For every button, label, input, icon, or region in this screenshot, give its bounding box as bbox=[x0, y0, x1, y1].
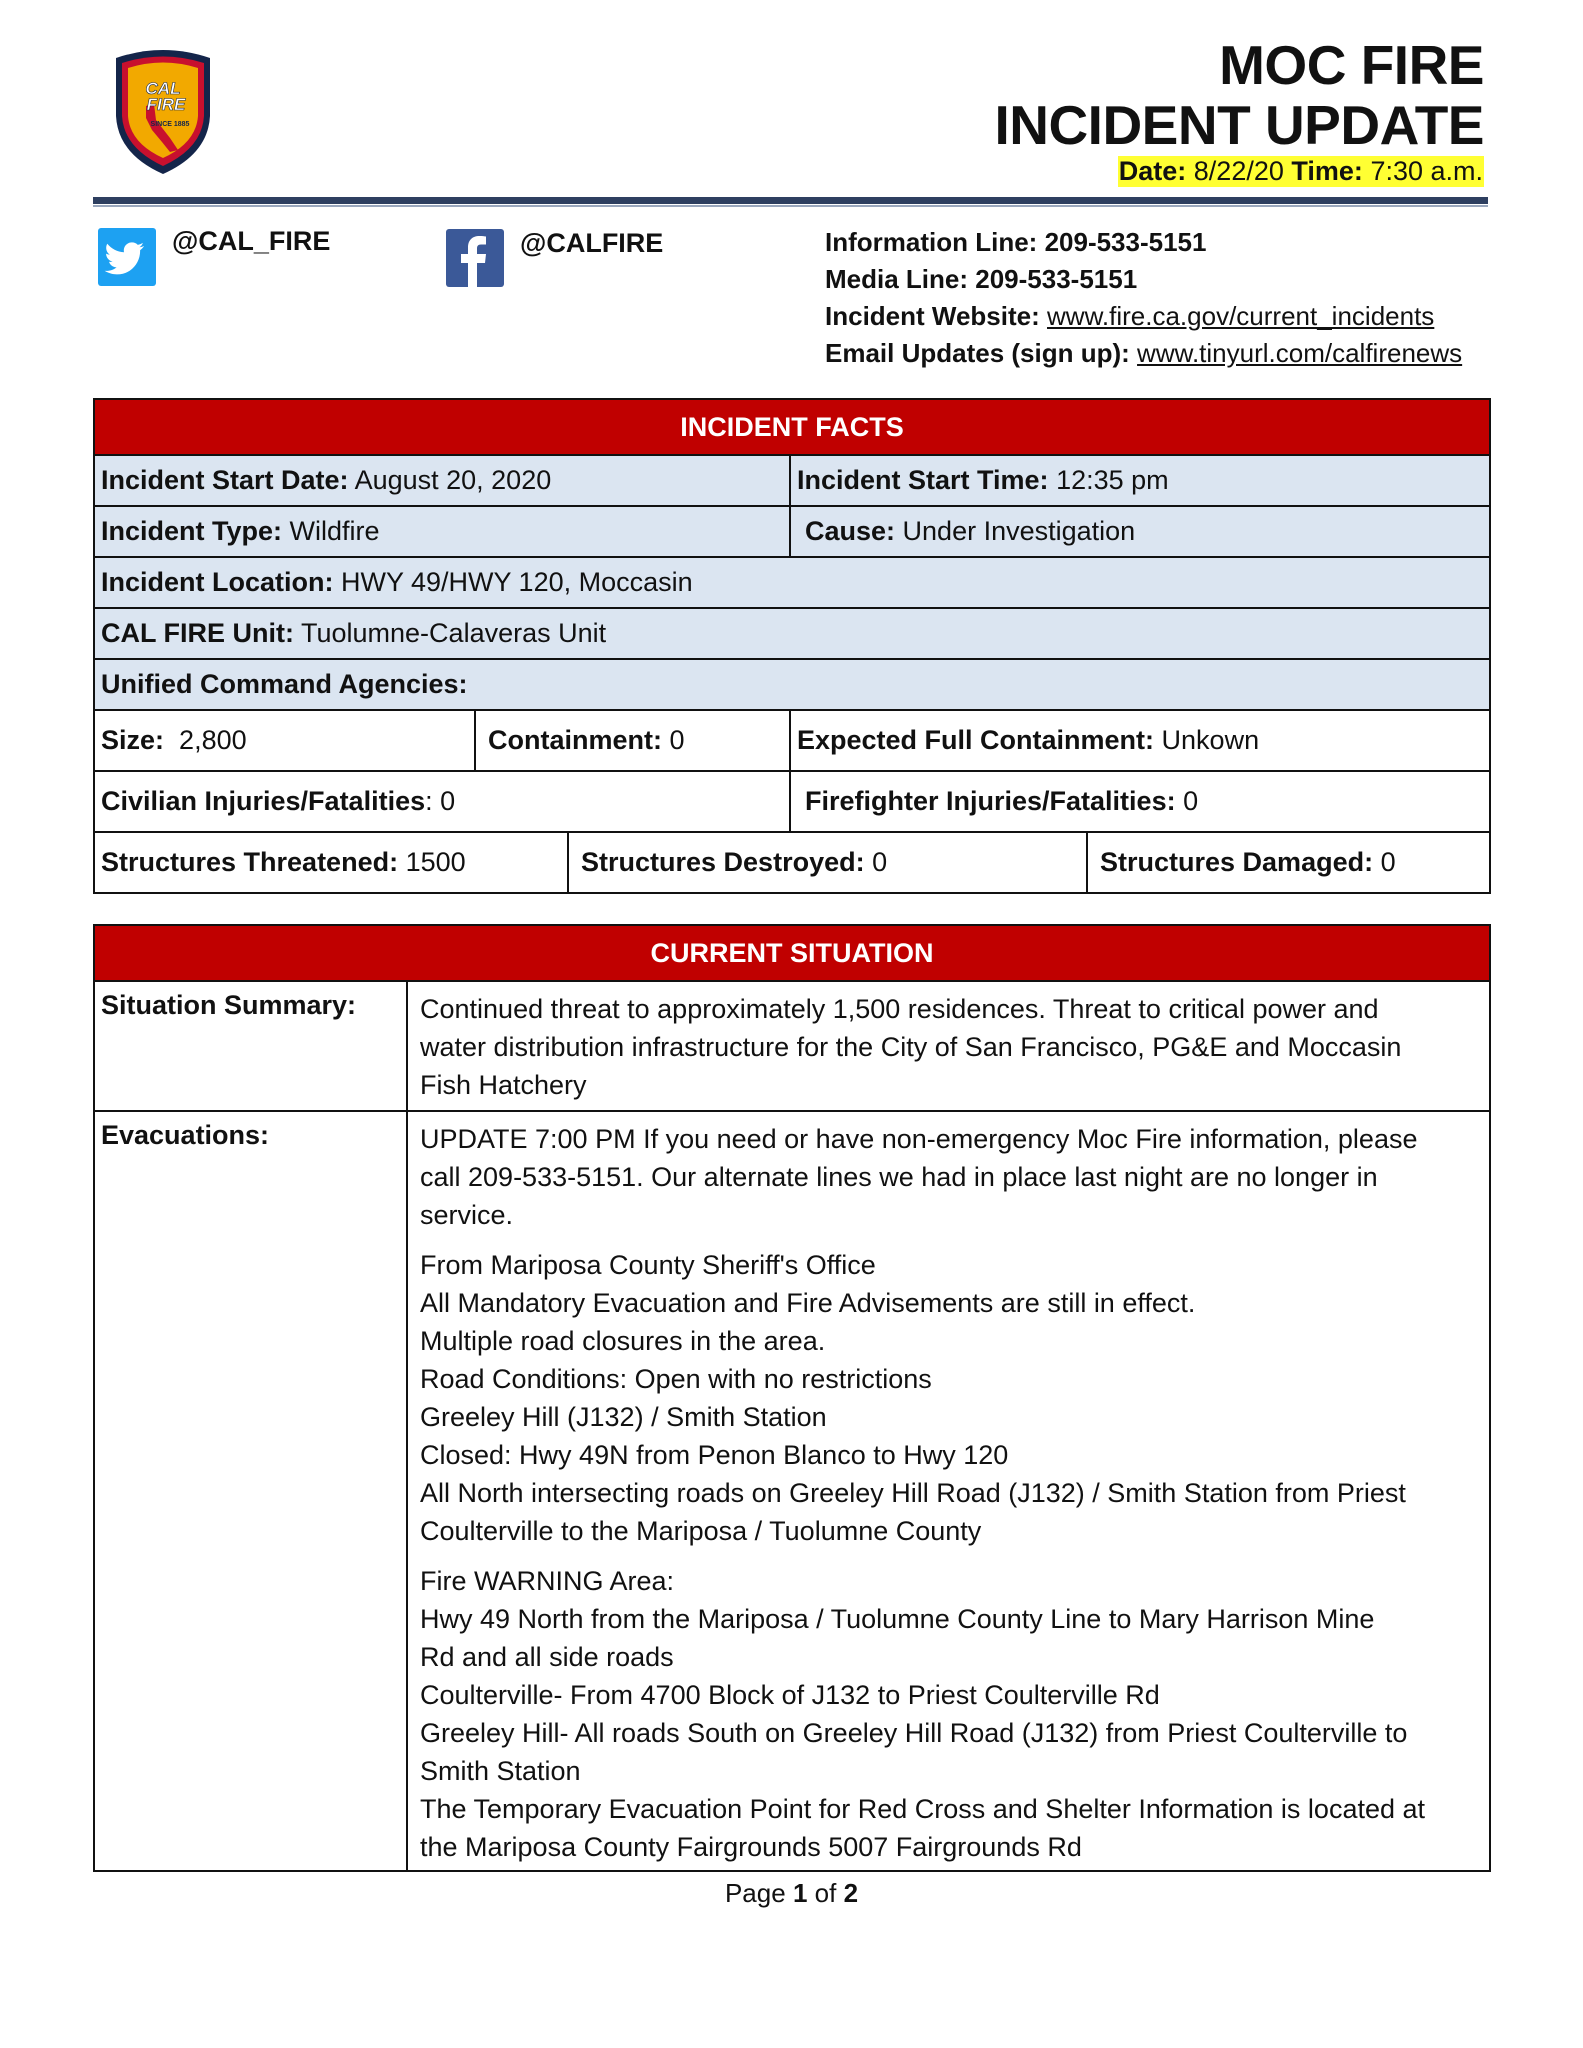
text-line: service. bbox=[420, 1200, 514, 1230]
situation-summary-text bbox=[407, 981, 1490, 1111]
text-line: the Mariposa County Fairgrounds 5007 Fairgrounds Rd bbox=[420, 1832, 1082, 1862]
document-title-line2: INCIDENT UPDATE bbox=[994, 94, 1484, 156]
time-label: Time: bbox=[1291, 156, 1363, 186]
information-line bbox=[825, 224, 1462, 261]
incident-website-label: Incident Website: bbox=[825, 301, 1040, 331]
incident-website bbox=[825, 298, 1462, 335]
text-line: Smith Station bbox=[420, 1756, 581, 1786]
text-line: Closed: Hwy 49N from Penon Blanco to Hwy 120 bbox=[420, 1440, 1009, 1470]
text-line: Greeley Hill- All roads South on Greeley Hill Road (J132) from Priest Coulterville to bbox=[420, 1718, 1408, 1748]
email-updates-label: Email Updates (sign up): bbox=[825, 338, 1130, 368]
incident-facts-heading: INCIDENT FACTS bbox=[94, 399, 1490, 455]
date-value: 8/22/20 bbox=[1193, 156, 1284, 186]
evacuations-update-paragraph bbox=[420, 1120, 1477, 1234]
text-line: water distribution infrastructure for the City of San Francisco, PG&E and Moccasin bbox=[420, 1032, 1402, 1062]
document-title-line1: MOC FIRE bbox=[1219, 34, 1484, 96]
information-line-value: 209-533-5151 bbox=[1044, 227, 1207, 257]
email-updates bbox=[825, 335, 1462, 372]
text-line: The Temporary Evacuation Point for Red Cross and Shelter Information is located at bbox=[420, 1794, 1426, 1824]
situation-summary-label: Situation Summary: bbox=[94, 981, 407, 1111]
svg-text:SINCE 1885: SINCE 1885 bbox=[150, 121, 190, 128]
contact-info bbox=[825, 224, 1462, 372]
cal-fire-shield-icon bbox=[108, 46, 218, 176]
text-line: Greeley Hill (J132) / Smith Station bbox=[420, 1402, 827, 1432]
incident-start-date: Incident Start Date: August 20, 2020 bbox=[94, 455, 790, 506]
text-line: Multiple road closures in the area. bbox=[420, 1326, 826, 1356]
text-line: Coulterville- From 4700 Block of J132 to Priest Coulterville Rd bbox=[420, 1680, 1160, 1710]
text-line: Road Conditions: Open with no restrictions bbox=[420, 1364, 932, 1394]
incident-website-link[interactable]: www.fire.ca.gov/current_incidents bbox=[1047, 301, 1435, 331]
evacuations-sheriff-paragraph bbox=[420, 1246, 1477, 1550]
media-line-label: Media Line: bbox=[825, 264, 969, 294]
date-label: Date: bbox=[1118, 156, 1187, 186]
current-situation-heading: CURRENT SITUATION bbox=[94, 925, 1490, 981]
incident-cause: Cause: Under Investigation bbox=[790, 506, 1490, 557]
text-line: From Mariposa County Sheriff's Office bbox=[420, 1250, 876, 1280]
text-line: Continued threat to approximately 1,500 residences. Threat to critical power and bbox=[420, 994, 1379, 1024]
evacuations-label: Evacuations: bbox=[94, 1111, 407, 1871]
text-line: Fish Hatchery bbox=[420, 1070, 587, 1100]
information-line-label: Information Line: bbox=[825, 227, 1038, 257]
incident-location: Incident Location: HWY 49/HWY 120, Moccasin bbox=[94, 557, 1490, 608]
svg-text:FIRE: FIRE bbox=[146, 95, 186, 114]
cal-fire-logo bbox=[108, 46, 218, 176]
structures-destroyed: Structures Destroyed: 0 bbox=[568, 832, 1087, 893]
media-line-value: 209-533-5151 bbox=[975, 264, 1138, 294]
evacuations-warning-paragraph bbox=[420, 1562, 1477, 1866]
text-line: Coulterville to the Mariposa / Tuolumne County bbox=[420, 1516, 982, 1546]
text-line: call 209-533-5151. Our alternate lines we had in place last night are no longer in bbox=[420, 1162, 1378, 1192]
text-line: All North intersecting roads on Greeley Hill Road (J132) / Smith Station from Priest bbox=[420, 1478, 1406, 1508]
facebook-icon[interactable] bbox=[446, 229, 504, 287]
incident-start-time: Incident Start Time: 12:35 pm bbox=[790, 455, 1490, 506]
twitter-icon[interactable] bbox=[98, 228, 156, 286]
text-line: UPDATE 7:00 PM If you need or have non-emergency Moc Fire information, please bbox=[420, 1124, 1418, 1154]
text-line: Rd and all side roads bbox=[420, 1642, 674, 1672]
date-time-line bbox=[1118, 156, 1484, 187]
page-number: Page 1 of 2 bbox=[724, 1878, 859, 1908]
text-line: Hwy 49 North from the Mariposa / Tuolumne County Line to Mary Harrison Mine bbox=[420, 1604, 1375, 1634]
unified-command-agencies: Unified Command Agencies: bbox=[94, 659, 1490, 710]
svg-text:CAL: CAL bbox=[145, 79, 181, 98]
facebook-handle[interactable]: @CALFIRE bbox=[520, 228, 664, 258]
containment: Containment: 0 bbox=[475, 710, 790, 771]
time-value: 7:30 a.m. bbox=[1370, 156, 1483, 186]
media-line bbox=[825, 261, 1462, 298]
civilian-injuries: Civilian Injuries/Fatalities: 0 bbox=[94, 771, 790, 832]
summary-paragraph bbox=[420, 990, 1477, 1104]
current-situation-table bbox=[93, 924, 1491, 1872]
text-line: Fire WARNING Area: bbox=[420, 1566, 675, 1596]
fire-size: Size: 2,800 bbox=[94, 710, 475, 771]
evacuations-text bbox=[407, 1111, 1490, 1871]
cal-fire-unit: CAL FIRE Unit: Tuolumne-Calaveras Unit bbox=[94, 608, 1490, 659]
text-line: All Mandatory Evacuation and Fire Advisements are still in effect. bbox=[420, 1288, 1196, 1318]
structures-damaged: Structures Damaged: 0 bbox=[1087, 832, 1490, 893]
header-rule-shadow bbox=[93, 205, 1488, 207]
email-updates-link[interactable]: www.tinyurl.com/calfirenews bbox=[1137, 338, 1463, 368]
incident-type: Incident Type: Wildfire bbox=[94, 506, 790, 557]
incident-facts-table bbox=[93, 398, 1491, 894]
twitter-handle[interactable]: @CAL_FIRE bbox=[172, 226, 331, 256]
structures-threatened: Structures Threatened: 1500 bbox=[94, 832, 568, 893]
expected-full-containment: Expected Full Containment: Unkown bbox=[790, 710, 1490, 771]
header-rule bbox=[93, 197, 1488, 204]
firefighter-injuries: Firefighter Injuries/Fatalities: 0 bbox=[790, 771, 1490, 832]
